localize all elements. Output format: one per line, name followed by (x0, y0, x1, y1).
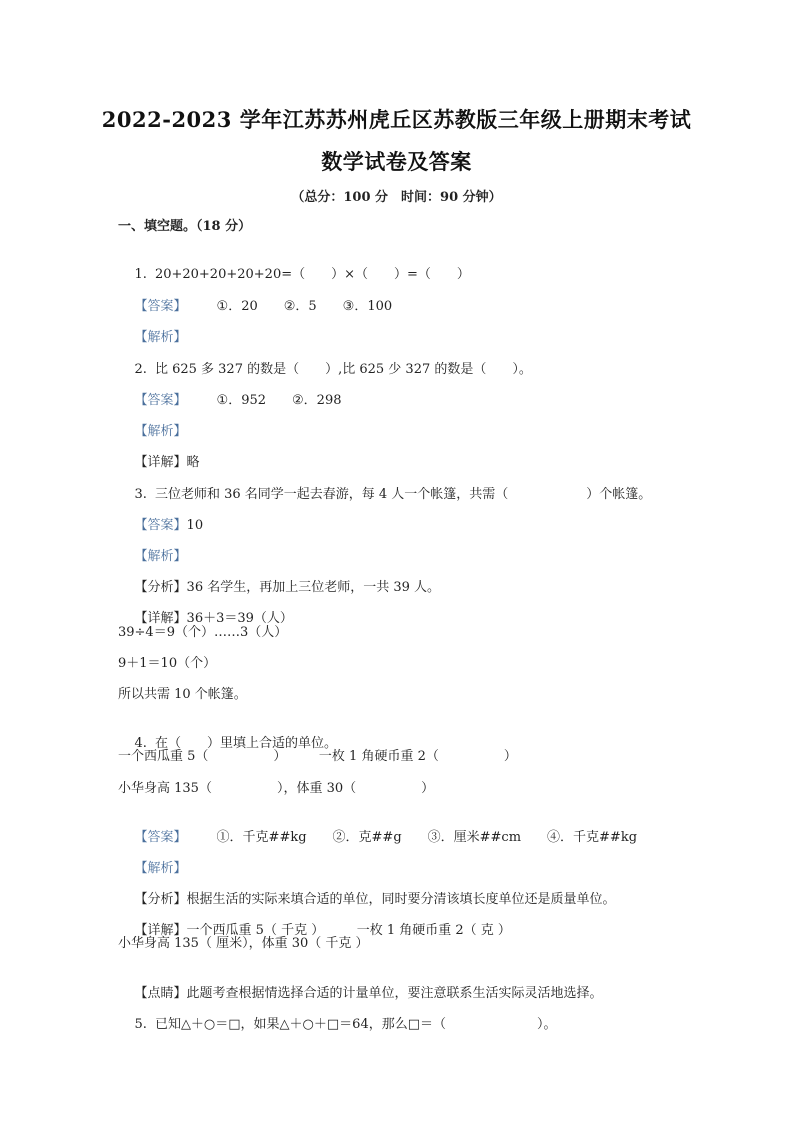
detail-tag: 【详解】 (134, 611, 187, 626)
detail-line: 小华身高 135（ 厘米），体重 30（ 千克 ） (118, 936, 369, 951)
detail-line: 36＋3＝39（人） (186, 611, 293, 626)
answer-text: ①．千克##kg ②．克##g ③．厘米##cm ④．千克##kg (216, 830, 638, 845)
question-number: 4. (134, 736, 147, 751)
question-text: 20+20+20+20+20=（ ）×（ ）=（ ） (154, 267, 470, 282)
analysis-tag: 【解析】 (134, 424, 187, 439)
question-5 (118, 998, 557, 1052)
question-text: 比 625 多 327 的数是（ ）,比 625 少 327 的数是（ ）。 (154, 362, 532, 377)
question-4-subline: 小华身高 135（ ），体重 30（ ） (118, 781, 435, 796)
fenxi-tag: 【分析】 (134, 580, 187, 595)
question-number: 5. (134, 1017, 147, 1032)
document-title-line2: 数学试卷及答案 (321, 149, 472, 174)
question-text: 已知△＋○＝□，如果△＋○＋□＝64，那么□＝（ ）。 (154, 1017, 557, 1032)
answer-tag: 【答案】 (134, 393, 187, 408)
question-text: 在（ ）里填上合适的单位。 (154, 736, 337, 751)
dianjing-tag: 【点睛】 (134, 986, 187, 1001)
answer-text: 10 (186, 518, 204, 533)
fenxi-text: 根据生活的实际来填合适的单位，同时要分清该填长度单位还是质量单位。 (186, 892, 616, 907)
question-4-subline: 一个西瓜重 5（ ） 一枚 1 角硬币重 2（ ） (118, 749, 517, 764)
analysis-tag: 【解析】 (134, 330, 187, 345)
detail-text: 略 (186, 455, 200, 470)
answer-text: ①．20 ②．5 ③．100 (216, 299, 393, 314)
question-4-answer (118, 811, 637, 865)
detail-tag: 【详解】 (134, 455, 187, 470)
dianjing-text: 此题考查根据情选择合适的计量单位，要注意联系生活实际灵活地选择。 (186, 986, 603, 1001)
question-number: 3. (134, 487, 147, 502)
document-title-line1: 2022-2023 学年江苏苏州虎丘区苏教版三年级上册期末考试 (101, 107, 692, 132)
fenxi-tag: 【分析】 (134, 892, 187, 907)
answer-text: ①．952 ②．298 (216, 393, 342, 408)
question-number: 1. (134, 267, 147, 282)
detail-line: 39÷4＝9（个）……3（人） (118, 625, 288, 640)
detail-line: 一个西瓜重 5（ 千克 ） 一枚 1 角硬币重 2（ 克 ） (186, 923, 511, 938)
question-text: 三位老师和 36 名同学一起去春游，每 4 人一个帐篷，共需（ ）个帐篷。 (154, 487, 652, 502)
answer-tag: 【答案】 (134, 830, 187, 845)
exam-meta: （总分：100 分 时间：90 分钟） (291, 190, 502, 205)
fenxi-text: 36 名学生，再加上三位老师，一共 39 人。 (186, 580, 441, 595)
section-heading: 一、填空题。（18 分） (118, 219, 252, 234)
question-number: 2. (134, 362, 147, 377)
analysis-tag: 【解析】 (134, 549, 187, 564)
answer-tag: 【答案】 (134, 518, 187, 533)
answer-tag: 【答案】 (134, 299, 187, 314)
detail-line: 9＋1＝10（个） (118, 656, 217, 671)
analysis-tag: 【解析】 (134, 861, 187, 876)
detail-tag: 【详解】 (134, 923, 187, 938)
detail-line: 所以共需 10 个帐篷。 (118, 687, 247, 702)
